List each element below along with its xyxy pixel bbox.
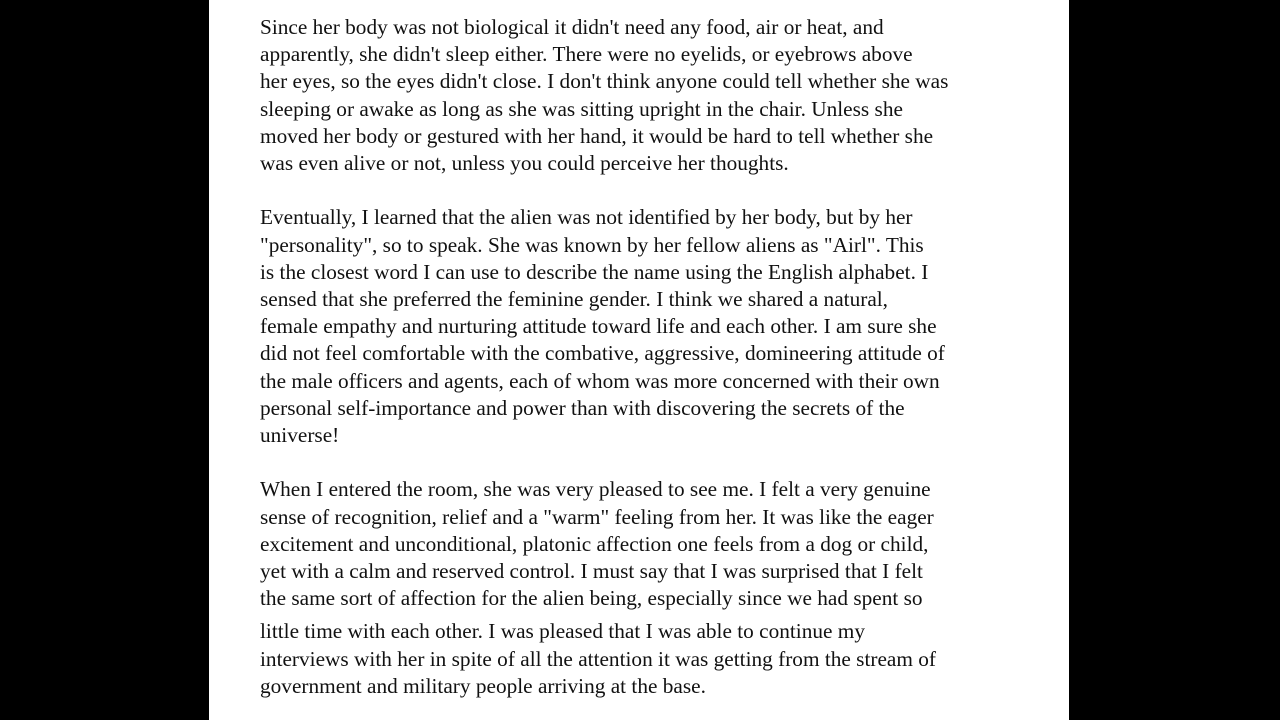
text-line: the male officers and agents, each of whom was more concerned with their own (260, 368, 940, 393)
text-line: moved her body or gestured with her hand, it would be hard to tell whether she (260, 123, 934, 148)
text-line: did not feel comfortable with the combative, aggressive, domineering attitude of (260, 341, 945, 366)
document-body (260, 14, 1060, 720)
text-line: universe! (260, 423, 340, 448)
text-line: sensed that she preferred the feminine gender. I think we shared a natural, (260, 287, 889, 312)
text-line: Since her body was not biological it didn't need any food, air or heat, and (260, 15, 884, 39)
text-line: "personality", so to speak. She was known by her fellow aliens as "Airl". This (260, 232, 924, 257)
text-line: excitement and unconditional, platonic affection one feels from a dog or child, (260, 531, 929, 556)
text-line: is the closest word I can use to describe the name using the English alphabet. I (260, 259, 929, 284)
text-line: her eyes, so the eyes didn't close. I don't think anyone could tell whether she was (260, 69, 949, 94)
text-line: little time with each other. I was pleased that I was able to continue my (260, 619, 866, 644)
text-line: When I entered the room, she was very pleased to see me. I felt a very genuine (260, 477, 931, 502)
text-line: female empathy and nurturing attitude toward life and each other. I am sure she (260, 314, 937, 339)
text-line: government and military people arriving at the base. (260, 673, 706, 698)
text-line: the same sort of affection for the alien being, especially since we had spent so (260, 586, 923, 611)
text-line: apparently, she didn't sleep either. There were no eyelids, or eyebrows above (260, 42, 913, 67)
text-line: interviews with her in spite of all the attention it was getting from the stream of (260, 646, 937, 671)
paragraph-3 (260, 476, 1060, 700)
paragraph-1 (260, 14, 1060, 177)
document-page (209, 0, 1069, 720)
paragraph-2 (260, 204, 1060, 449)
text-line: Eventually, I learned that the alien was not identified by her body, but by her (260, 205, 913, 230)
text-line: sleeping or awake as long as she was sitting upright in the chair. Unless she (260, 96, 903, 121)
text-line: yet with a calm and reserved control. I must say that I was surprised that I felt (260, 559, 923, 584)
text-line: was even alive or not, unless you could perceive her thoughts. (260, 151, 789, 176)
text-line: personal self-importance and power than with discovering the secrets of the (260, 395, 905, 420)
text-line: sense of recognition, relief and a "warm" feeling from her. It was like the eager (260, 504, 934, 529)
